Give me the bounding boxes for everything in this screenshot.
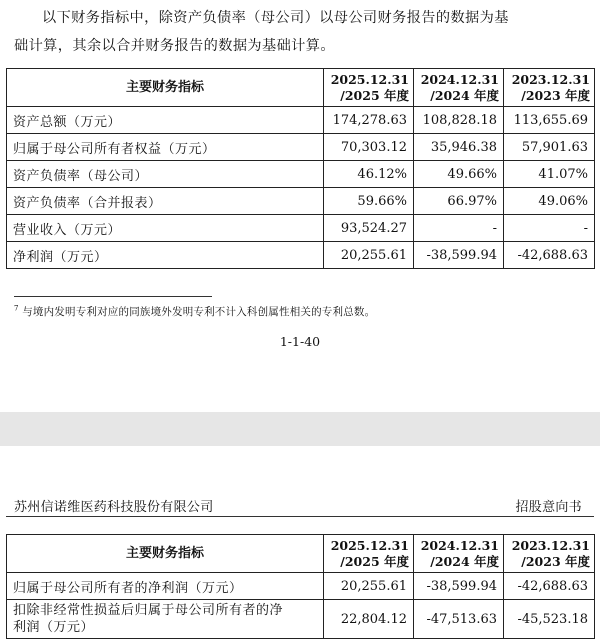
header-metric: 主要财务指标 <box>7 535 324 573</box>
cell-value: 113,655.69 <box>504 107 595 134</box>
row-label <box>7 600 324 639</box>
row-label: 营业收入（万元） <box>7 215 324 242</box>
cell-value: -42,688.63 <box>504 573 595 600</box>
cell-value: 22,804.12 <box>324 600 414 639</box>
header-period: /2025 年度 <box>340 553 409 569</box>
footnote-divider <box>14 296 212 297</box>
cell-value: 35,946.38 <box>414 134 504 161</box>
table-row <box>7 161 595 188</box>
cell-value: 66.97% <box>414 188 504 215</box>
cell-value: 70,303.12 <box>324 134 414 161</box>
header-divider <box>6 516 594 517</box>
row-label: 资产负债率（母公司） <box>7 161 324 188</box>
header-year-2024 <box>414 69 504 107</box>
row-label: 资产负债率（合并报表） <box>7 188 324 215</box>
header-period: /2024 年度 <box>430 553 499 569</box>
financial-indicators-table-continued <box>6 534 595 639</box>
row-label-line-2: 利润（万元） <box>13 620 95 635</box>
cell-value: - <box>414 215 504 242</box>
header-date: 2023.12.31 <box>511 71 590 87</box>
cell-value: 46.12% <box>324 161 414 188</box>
table-header-row <box>7 535 595 573</box>
row-label: 资产总额（万元） <box>7 107 324 134</box>
cell-value: 41.07% <box>504 161 595 188</box>
footnote-text: 与境内发明专利对应的同族境外发明专利不计入科创属性相关的专利总数。 <box>22 306 376 318</box>
table-row <box>7 242 595 269</box>
cell-value: 59.66% <box>324 188 414 215</box>
cell-value: -45,523.18 <box>504 600 595 639</box>
header-date: 2023.12.31 <box>511 537 590 553</box>
cell-value: - <box>504 215 595 242</box>
header-year-2023 <box>504 69 595 107</box>
header-period: /2023 年度 <box>521 553 590 569</box>
cell-value: 49.66% <box>414 161 504 188</box>
table-row <box>7 188 595 215</box>
cell-value: -38,599.94 <box>414 573 504 600</box>
footnote <box>14 304 375 319</box>
row-label: 归属于母公司所有者的净利润（万元） <box>7 573 324 600</box>
header-year-2024 <box>414 535 504 573</box>
financial-indicators-table <box>6 68 595 269</box>
cell-value: -47,513.63 <box>414 600 504 639</box>
running-header-doc-type: 招股意向书 <box>515 500 582 515</box>
cell-value: 57,901.63 <box>504 134 595 161</box>
header-year-2023 <box>504 535 595 573</box>
table-row <box>7 134 595 161</box>
company-name: 苏州信诺维医药科技股份有限公司 <box>14 500 214 515</box>
header-date: 2024.12.31 <box>420 537 499 553</box>
cell-value: 108,828.18 <box>414 107 504 134</box>
header-date: 2024.12.31 <box>420 71 499 87</box>
cell-value: 20,255.61 <box>324 242 414 269</box>
header-metric: 主要财务指标 <box>7 69 324 107</box>
running-header-company <box>14 496 214 515</box>
document-page-next <box>0 446 600 640</box>
header-period: /2023 年度 <box>521 87 590 103</box>
table-row <box>7 107 595 134</box>
cell-value: 49.06% <box>504 188 595 215</box>
page-number: 1-1-40 <box>279 334 321 349</box>
table-header-row <box>7 69 595 107</box>
intro-line-2: 础计算，其余以合并财务报告的数据为基础计算。 <box>14 38 335 54</box>
footnote-marker: 7 <box>14 304 19 313</box>
table-row <box>7 600 595 639</box>
cell-value: 93,524.27 <box>324 215 414 242</box>
row-label-line-1: 扣除非经常性损益后归属于母公司所有者的净 <box>13 603 284 618</box>
row-label: 归属于母公司所有者权益（万元） <box>7 134 324 161</box>
page-gap <box>0 412 600 446</box>
row-label: 净利润（万元） <box>7 242 324 269</box>
header-date: 2025.12.31 <box>330 537 409 553</box>
header-period: /2024 年度 <box>430 87 499 103</box>
header-period: /2025 年度 <box>340 87 409 103</box>
table-row <box>7 215 595 242</box>
cell-value: -42,688.63 <box>504 242 595 269</box>
cell-value: 20,255.61 <box>324 573 414 600</box>
table-row <box>7 573 595 600</box>
intro-line-1: 以下财务指标中，除资产负债率（母公司）以母公司财务报告的数据为基 <box>42 10 509 26</box>
header-date: 2025.12.31 <box>330 71 409 87</box>
header-year-2025 <box>324 535 414 573</box>
cell-value: -38,599.94 <box>414 242 504 269</box>
header-year-2025 <box>324 69 414 107</box>
intro-paragraph <box>14 4 594 60</box>
cell-value: 174,278.63 <box>324 107 414 134</box>
